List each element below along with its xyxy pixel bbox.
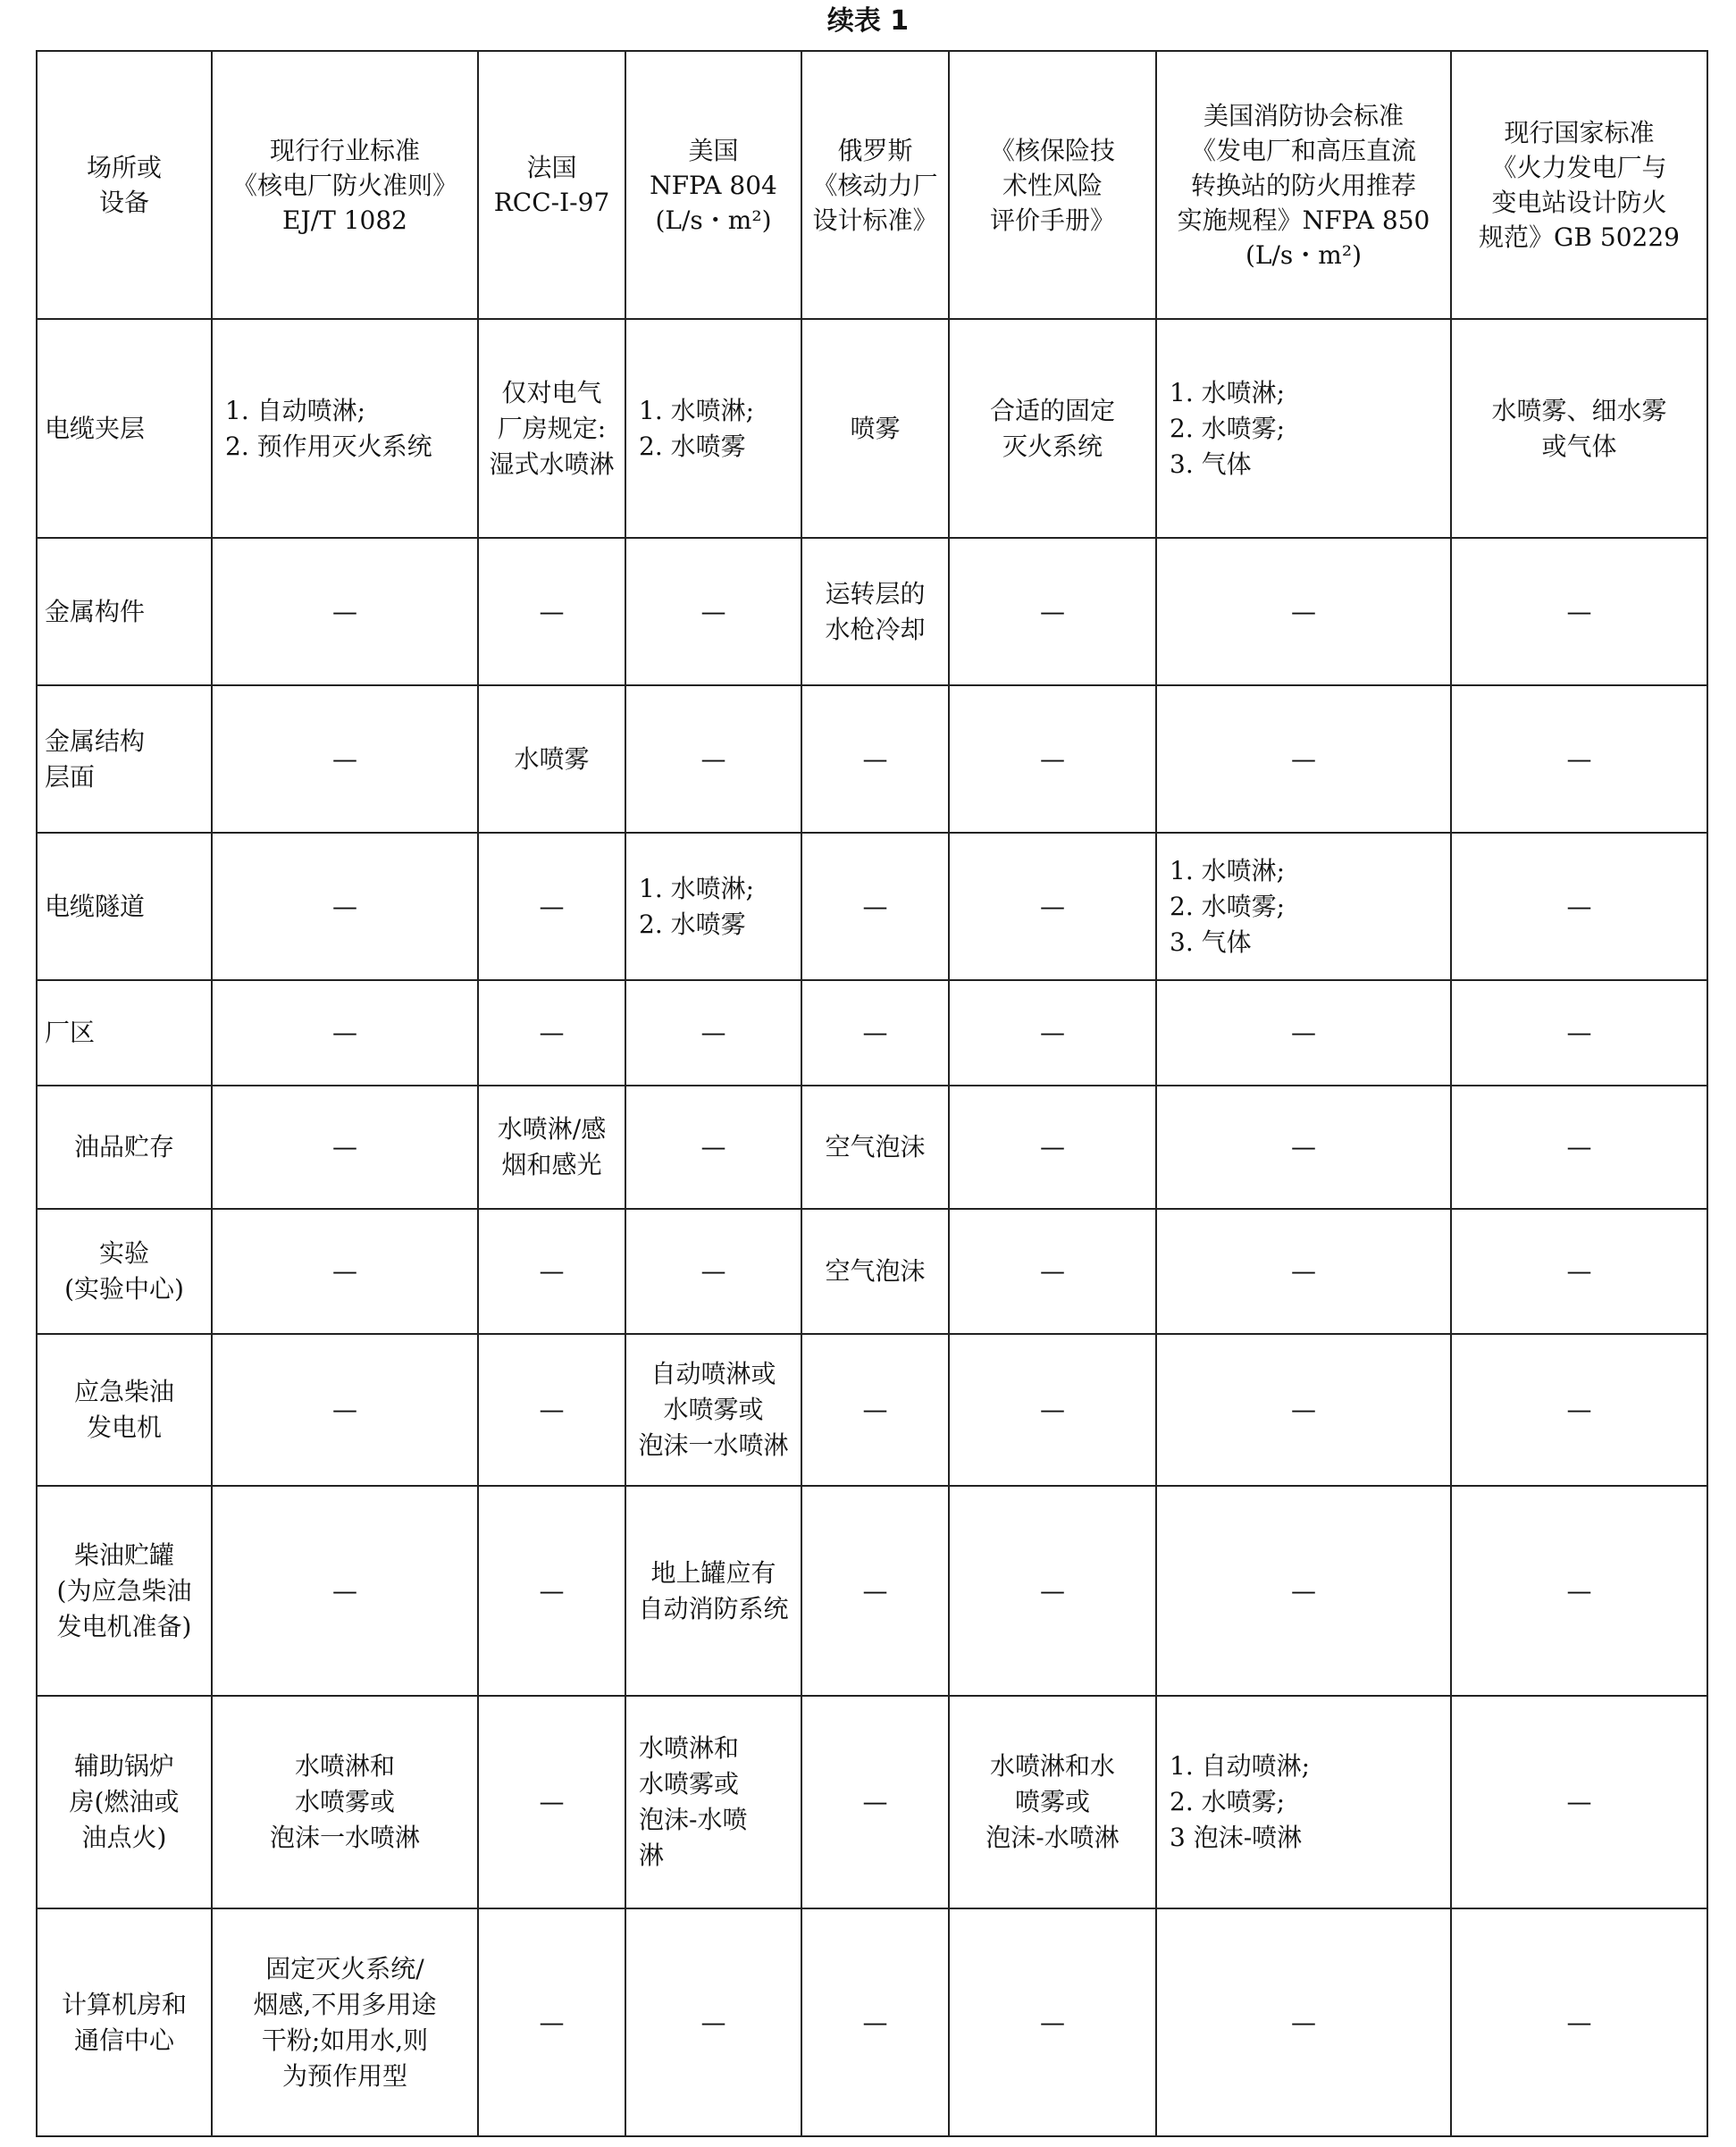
row-label: 柴油贮罐 (为应急柴油 发电机准备) bbox=[37, 1486, 212, 1696]
table-row bbox=[37, 1086, 1707, 1209]
table-cell: — bbox=[1451, 833, 1707, 980]
table-cell: — bbox=[1156, 1908, 1451, 2136]
table-cell: — bbox=[1451, 1696, 1707, 1908]
header-nfpa-850: 美国消防协会标准 《发电厂和高压直流 转换站的防火用推荐 实施规程》NFPA 850 (L/s・m²) bbox=[1156, 51, 1451, 319]
table-cell: 运转层的 水枪冷却 bbox=[801, 538, 949, 685]
table-cell: — bbox=[478, 1696, 625, 1908]
table-cell: 1. 水喷淋; 2. 水喷雾 bbox=[625, 319, 801, 538]
table-cell: — bbox=[1156, 538, 1451, 685]
table-cell: — bbox=[1451, 1908, 1707, 2136]
table-cell: 1. 自动喷淋; 2. 水喷雾; 3 泡沫-喷淋 bbox=[1156, 1696, 1451, 1908]
table-cell: — bbox=[949, 1209, 1156, 1334]
row-label: 应急柴油 发电机 bbox=[37, 1334, 212, 1486]
table-cell: — bbox=[212, 833, 478, 980]
table-cell: 仅对电气 厂房规定: 湿式水喷淋 bbox=[478, 319, 625, 538]
table-cell: — bbox=[478, 1486, 625, 1696]
table-row bbox=[37, 980, 1707, 1086]
table-cell: — bbox=[1451, 1334, 1707, 1486]
table-cell: — bbox=[1156, 1334, 1451, 1486]
table-cell: 空气泡沫 bbox=[801, 1209, 949, 1334]
table-cell: — bbox=[1156, 1209, 1451, 1334]
table-cell: — bbox=[801, 833, 949, 980]
table-cell: — bbox=[212, 1486, 478, 1696]
table-cell: — bbox=[478, 1908, 625, 2136]
table-cell: 地上罐应有 自动消防系统 bbox=[625, 1486, 801, 1696]
table-cell: — bbox=[949, 538, 1156, 685]
table-cell: — bbox=[949, 980, 1156, 1086]
table-row bbox=[37, 1334, 1707, 1486]
table-cell: 水喷淋和 水喷雾或 泡沫-水喷 淋 bbox=[625, 1696, 801, 1908]
row-label: 计算机房和 通信中心 bbox=[37, 1908, 212, 2136]
table-cell: — bbox=[478, 1209, 625, 1334]
table-cell: — bbox=[949, 1334, 1156, 1486]
table-cell: 固定灭火系统/ 烟感,不用多用途 干粉;如用水,则 为预作用型 bbox=[212, 1908, 478, 2136]
table-row bbox=[37, 833, 1707, 980]
table-cell: 空气泡沫 bbox=[801, 1086, 949, 1209]
table-cell: — bbox=[1451, 538, 1707, 685]
table-cell: — bbox=[801, 1334, 949, 1486]
table-row bbox=[37, 1209, 1707, 1334]
table-cell: 1. 水喷淋; 2. 水喷雾; 3. 气体 bbox=[1156, 833, 1451, 980]
table-cell: — bbox=[801, 980, 949, 1086]
table-cell: — bbox=[478, 538, 625, 685]
row-label: 电缆夹层 bbox=[37, 319, 212, 538]
row-label: 油品贮存 bbox=[37, 1086, 212, 1209]
row-label: 金属构件 bbox=[37, 538, 212, 685]
table-cell: — bbox=[1451, 1086, 1707, 1209]
table-cell: 1. 水喷淋; 2. 水喷雾; 3. 气体 bbox=[1156, 319, 1451, 538]
table-cell: — bbox=[949, 1486, 1156, 1696]
table-cell: — bbox=[212, 1334, 478, 1486]
table-cell: — bbox=[212, 1086, 478, 1209]
table-cell: 1. 水喷淋; 2. 水喷雾 bbox=[625, 833, 801, 980]
header-russia: 俄罗斯 《核动力厂 设计标准》 bbox=[801, 51, 949, 319]
table-cell: — bbox=[625, 1908, 801, 2136]
table-cell: — bbox=[478, 1334, 625, 1486]
table-cell: — bbox=[212, 538, 478, 685]
row-label: 实验 (实验中心) bbox=[37, 1209, 212, 1334]
table-row bbox=[37, 538, 1707, 685]
table-cell: — bbox=[801, 1908, 949, 2136]
table-cell: — bbox=[801, 1486, 949, 1696]
table-row bbox=[37, 1696, 1707, 1908]
table-cell: — bbox=[1451, 1486, 1707, 1696]
table-cell: — bbox=[625, 538, 801, 685]
table-cell: 喷雾 bbox=[801, 319, 949, 538]
table-cell: — bbox=[1156, 1486, 1451, 1696]
table-cell: — bbox=[949, 685, 1156, 833]
table-cell: — bbox=[478, 833, 625, 980]
row-label: 辅助锅炉 房(燃油或 油点火) bbox=[37, 1696, 212, 1908]
header-insurance-manual: 《核保险技 术性风险 评价手册》 bbox=[949, 51, 1156, 319]
table-row bbox=[37, 319, 1707, 538]
table-cell: — bbox=[478, 980, 625, 1086]
table-title: 续表 1 bbox=[826, 5, 910, 37]
table-cell: — bbox=[949, 1908, 1156, 2136]
fire-protection-comparison-table bbox=[36, 50, 1708, 2137]
header-row bbox=[37, 51, 1707, 319]
row-label: 厂区 bbox=[37, 980, 212, 1086]
table-cell: — bbox=[625, 980, 801, 1086]
header-ej-t-1082: 现行行业标准 《核电厂防火准则》 EJ/T 1082 bbox=[212, 51, 478, 319]
table-cell: — bbox=[949, 1086, 1156, 1209]
table-cell: — bbox=[1451, 685, 1707, 833]
table-row bbox=[37, 1908, 1707, 2136]
table-cell: — bbox=[625, 685, 801, 833]
table-cell: 合适的固定 灭火系统 bbox=[949, 319, 1156, 538]
table-cell: — bbox=[212, 1209, 478, 1334]
table-cell: 水喷淋和水 喷雾或 泡沫-水喷淋 bbox=[949, 1696, 1156, 1908]
header-location: 场所或 设备 bbox=[37, 51, 212, 319]
table-cell: 水喷淋和 水喷雾或 泡沫一水喷淋 bbox=[212, 1696, 478, 1908]
table-cell: — bbox=[949, 833, 1156, 980]
table-cell: — bbox=[625, 1209, 801, 1334]
header-rcc-i-97: 法国 RCC-I-97 bbox=[478, 51, 625, 319]
table-cell: 自动喷淋或 水喷雾或 泡沫一水喷淋 bbox=[625, 1334, 801, 1486]
table-cell: — bbox=[212, 685, 478, 833]
table-row bbox=[37, 1486, 1707, 1696]
row-label: 电缆隧道 bbox=[37, 833, 212, 980]
table-cell: 水喷雾、细水雾 或气体 bbox=[1451, 319, 1707, 538]
table-cell: — bbox=[212, 980, 478, 1086]
table-cell: 水喷雾 bbox=[478, 685, 625, 833]
table-cell: — bbox=[1451, 1209, 1707, 1334]
table-cell: — bbox=[1451, 980, 1707, 1086]
header-gb-50229: 现行国家标准 《火力发电厂与 变电站设计防火 规范》GB 50229 bbox=[1451, 51, 1707, 319]
table-cell: 1. 自动喷淋; 2. 预作用灭火系统 bbox=[212, 319, 478, 538]
table-cell: 水喷淋/感 烟和感光 bbox=[478, 1086, 625, 1209]
table-row bbox=[37, 685, 1707, 833]
row-label: 金属结构 层面 bbox=[37, 685, 212, 833]
table-cell: — bbox=[801, 685, 949, 833]
header-nfpa-804: 美国 NFPA 804 (L/s・m²) bbox=[625, 51, 801, 319]
table-cell: — bbox=[1156, 980, 1451, 1086]
table-cell: — bbox=[625, 1086, 801, 1209]
table-cell: — bbox=[801, 1696, 949, 1908]
table-cell: — bbox=[1156, 1086, 1451, 1209]
table-cell: — bbox=[1156, 685, 1451, 833]
